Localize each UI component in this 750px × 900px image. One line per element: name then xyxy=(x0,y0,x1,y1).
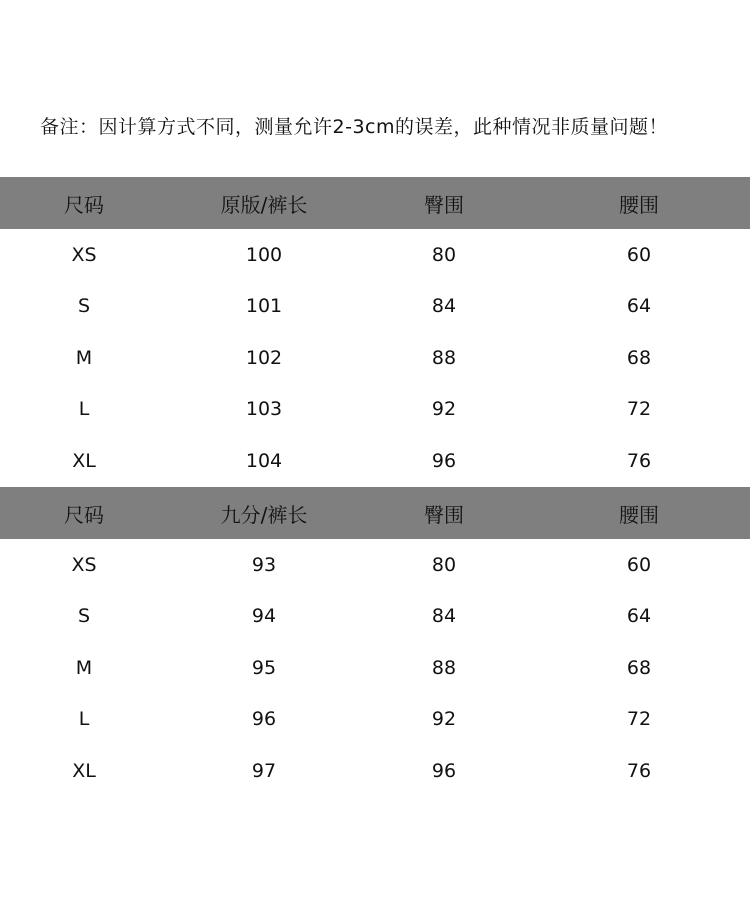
hip-cell: 88 xyxy=(431,656,457,679)
waist-cell: 64 xyxy=(626,605,652,628)
length-cell: 95 xyxy=(251,656,277,679)
header-size: 尺码 xyxy=(64,192,104,217)
hip-cell: 84 xyxy=(431,295,457,318)
size-table-cropped xyxy=(0,487,750,797)
size-cell: XS xyxy=(71,553,97,576)
header-hip: 臀围 xyxy=(424,192,464,217)
hip-cell: 80 xyxy=(431,553,457,576)
length-cell: 104 xyxy=(245,449,283,472)
size-cell: XL xyxy=(72,759,96,782)
table-header-row xyxy=(0,487,750,539)
waist-cell: 72 xyxy=(626,708,652,731)
hip-cell: 96 xyxy=(431,449,457,472)
size-cell: S xyxy=(77,295,91,318)
length-cell: 94 xyxy=(251,605,277,628)
table-row xyxy=(0,332,750,384)
header-waist: 腰围 xyxy=(619,192,659,217)
size-cell: XS xyxy=(71,243,97,266)
waist-cell: 72 xyxy=(626,398,652,421)
table-row xyxy=(0,745,750,797)
waist-cell: 76 xyxy=(626,449,652,472)
header-hip: 臀围 xyxy=(424,502,464,527)
size-cell: XL xyxy=(72,449,96,472)
length-cell: 96 xyxy=(251,708,277,731)
length-cell: 100 xyxy=(245,243,283,266)
size-cell: M xyxy=(75,656,93,679)
waist-cell: 60 xyxy=(626,243,652,266)
header-size: 尺码 xyxy=(64,502,104,527)
table-row xyxy=(0,435,750,487)
waist-cell: 76 xyxy=(626,759,652,782)
table-header-row xyxy=(0,177,750,229)
table-row xyxy=(0,384,750,436)
hip-cell: 92 xyxy=(431,398,457,421)
waist-cell: 60 xyxy=(626,553,652,576)
hip-cell: 96 xyxy=(431,759,457,782)
table-row xyxy=(0,281,750,333)
header-length: 九分/裤长 xyxy=(220,502,308,527)
length-cell: 102 xyxy=(245,346,283,369)
hip-cell: 88 xyxy=(431,346,457,369)
table-row xyxy=(0,642,750,694)
size-table-original xyxy=(0,177,750,487)
table-row xyxy=(0,539,750,591)
length-cell: 97 xyxy=(251,759,277,782)
length-cell: 93 xyxy=(251,553,277,576)
waist-cell: 64 xyxy=(626,295,652,318)
length-cell: 101 xyxy=(245,295,283,318)
waist-cell: 68 xyxy=(626,346,652,369)
table-row xyxy=(0,591,750,643)
hip-cell: 80 xyxy=(431,243,457,266)
hip-cell: 92 xyxy=(431,708,457,731)
size-cell: L xyxy=(78,398,90,421)
header-length: 原版/裤长 xyxy=(220,192,308,217)
header-waist: 腰围 xyxy=(619,502,659,527)
table-row xyxy=(0,694,750,746)
size-cell: L xyxy=(78,708,90,731)
hip-cell: 84 xyxy=(431,605,457,628)
waist-cell: 68 xyxy=(626,656,652,679)
table-row xyxy=(0,229,750,281)
size-cell: M xyxy=(75,346,93,369)
size-cell: S xyxy=(77,605,91,628)
length-cell: 103 xyxy=(245,398,283,421)
measurement-note: 备注：因计算方式不同，测量允许2-3cm的误差，此种情况非质量问题！ xyxy=(40,116,668,138)
